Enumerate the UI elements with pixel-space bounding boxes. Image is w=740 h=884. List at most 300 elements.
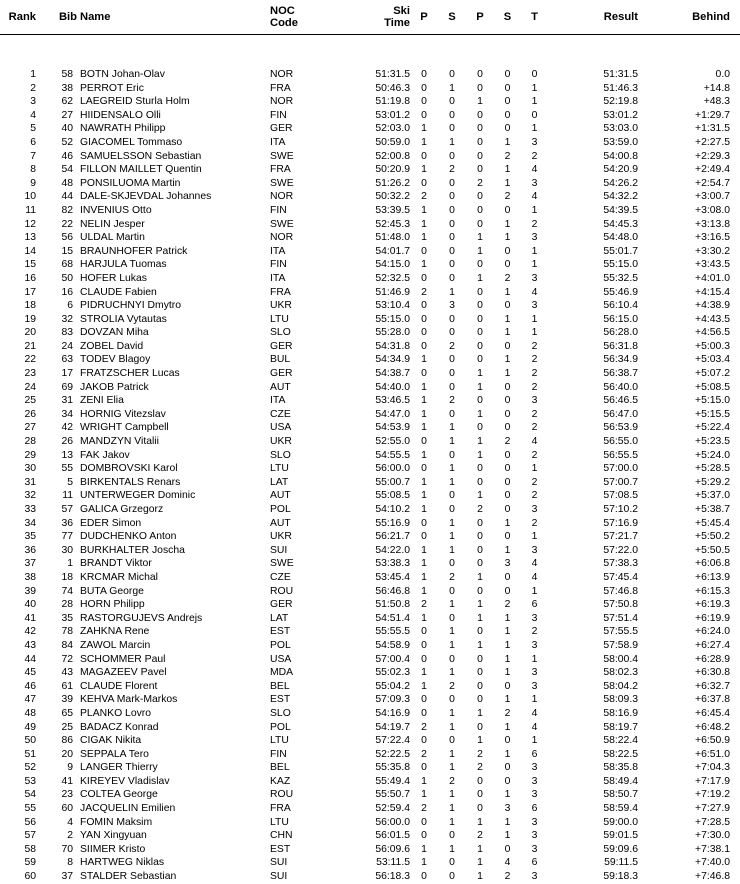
cell-prone-1: 1 [421, 123, 427, 135]
cell-total: 3 [531, 667, 538, 679]
cell-ski-time: 54:47.0 [375, 408, 410, 420]
cell-bib: 62 [61, 96, 73, 108]
cell-prone-1: 0 [421, 327, 427, 339]
cell-total: 3 [531, 843, 538, 855]
cell-result: 57:55.5 [603, 626, 638, 638]
cell-standing-1: 1 [449, 82, 455, 94]
cell-ski-time: 53:01.2 [375, 109, 410, 121]
cell-name: ZAWOL Marcin [80, 639, 151, 651]
cell-result: 53:03.0 [603, 123, 638, 135]
cell-prone-1: 0 [421, 96, 427, 108]
table-row [0, 530, 740, 544]
table-row [0, 109, 740, 123]
cell-result: 58:09.3 [603, 694, 638, 706]
cell-name: GALICA Grzegorz [80, 504, 164, 515]
cell-name: BUTA George [80, 585, 144, 597]
cell-rank: 23 [24, 368, 36, 380]
table-row [0, 775, 740, 789]
cell-name: DUDCHENKO Anton [80, 531, 177, 543]
cell-name: FOMIN Maksim [80, 816, 153, 828]
cell-bib: 54 [61, 164, 73, 176]
table-row [0, 231, 740, 245]
cell-rank: 33 [24, 504, 36, 515]
cell-standing-1: 0 [449, 123, 455, 135]
cell-prone-2: 0 [477, 204, 483, 216]
cell-noc: SLO [270, 449, 291, 461]
cell-rank: 20 [24, 327, 36, 339]
cell-ski-time: 54:38.7 [375, 368, 410, 380]
cell-name: GIACOMEL Tommaso [80, 136, 183, 148]
cell-bib: 58 [61, 69, 73, 80]
cell-standing-1: 2 [449, 775, 455, 787]
table-row [0, 449, 740, 463]
cell-standing-2: 0 [504, 395, 511, 407]
table-row [0, 585, 740, 599]
cell-total: 0 [531, 109, 538, 121]
cell-ski-time: 53:39.5 [375, 204, 410, 216]
cell-rank: 46 [24, 680, 36, 692]
cell-standing-1: 0 [449, 313, 455, 325]
cell-bib: 41 [61, 775, 73, 787]
table-row [0, 326, 740, 340]
cell-total: 1 [531, 694, 538, 706]
cell-prone-1: 1 [421, 381, 427, 393]
cell-ski-time: 55:00.7 [375, 476, 410, 488]
cell-rank: 32 [24, 490, 36, 502]
cell-rank: 48 [24, 707, 36, 719]
cell-prone-1: 1 [421, 476, 427, 488]
cell-total: 1 [531, 653, 538, 665]
cell-standing-1: 0 [449, 204, 455, 216]
cell-noc: EST [270, 626, 291, 638]
cell-name: ULDAL Martin [80, 232, 145, 244]
table-row [0, 218, 740, 232]
cell-prone-2: 1 [477, 449, 483, 461]
table-row [0, 653, 740, 667]
cell-standing-2: 2 [504, 436, 511, 448]
cell-ski-time: 55:04.2 [375, 680, 410, 692]
cell-prone-2: 0 [477, 191, 483, 203]
cell-ski-time: 51:31.5 [375, 69, 410, 80]
cell-behind: +3:08.0 [695, 204, 730, 216]
table-row [0, 829, 740, 843]
cell-total: 3 [531, 395, 538, 407]
cell-result: 57:51.4 [603, 612, 638, 624]
cell-behind: +3:43.5 [695, 259, 730, 271]
cell-standing-2: 2 [504, 150, 511, 162]
table-row [0, 843, 740, 857]
cell-rank: 17 [24, 286, 36, 298]
cell-rank: 59 [24, 857, 36, 869]
cell-noc: NOR [270, 96, 294, 108]
cell-prone-1: 0 [421, 436, 427, 448]
cell-prone-1: 1 [421, 775, 427, 787]
cell-standing-1: 0 [449, 354, 455, 366]
cell-result: 59:18.3 [603, 871, 638, 883]
cell-standing-2: 0 [504, 449, 511, 461]
cell-behind: +7:40.0 [695, 857, 730, 869]
table-row [0, 544, 740, 558]
cell-rank: 3 [30, 96, 36, 108]
cell-behind: +7:46.8 [695, 871, 730, 883]
cell-rank: 10 [24, 191, 36, 203]
cell-name: CIGAK Nikita [80, 735, 142, 747]
cell-prone-1: 1 [421, 667, 427, 679]
cell-name: FILLON MAILLET Quentin [80, 164, 202, 176]
cell-prone-1: 1 [421, 612, 427, 624]
cell-prone-1: 0 [421, 830, 427, 842]
cell-result: 57:21.7 [603, 531, 638, 543]
cell-rank: 54 [24, 789, 36, 801]
cell-rank: 56 [24, 816, 36, 828]
cell-behind: +4:56.5 [695, 327, 730, 339]
cell-standing-1: 1 [449, 531, 455, 543]
cell-behind: +7:38.1 [695, 843, 730, 855]
cell-ski-time: 54:15.0 [375, 259, 410, 271]
cell-prone-2: 0 [477, 517, 483, 529]
cell-ski-time: 54:19.7 [375, 721, 410, 733]
table-row [0, 788, 740, 802]
cell-noc: AUT [270, 381, 291, 393]
cell-ski-time: 53:38.3 [375, 558, 410, 570]
cell-behind: +5:24.0 [695, 449, 730, 461]
cell-noc: ITA [270, 245, 286, 257]
cell-prone-2: 0 [477, 803, 483, 815]
cell-prone-2: 2 [477, 177, 483, 189]
cell-prone-1: 0 [421, 735, 427, 747]
cell-prone-1: 1 [421, 449, 427, 461]
cell-bib: 16 [61, 286, 73, 298]
table-row [0, 761, 740, 775]
cell-prone-2: 0 [477, 164, 483, 176]
cell-rank: 11 [25, 204, 36, 216]
header-rank: Rank [8, 10, 36, 23]
cell-bib: 44 [61, 191, 73, 203]
cell-prone-2: 0 [477, 395, 483, 407]
cell-total: 2 [531, 368, 538, 380]
cell-result: 55:15.0 [603, 259, 638, 271]
cell-ski-time: 54:10.2 [375, 504, 410, 515]
cell-total: 3 [531, 504, 538, 515]
cell-behind: +6:30.8 [695, 667, 730, 679]
table-row [0, 462, 740, 476]
cell-prone-2: 0 [477, 259, 483, 271]
table-row [0, 82, 740, 96]
cell-result: 58:49.4 [603, 775, 638, 787]
cell-name: NAWRATH Philipp [80, 123, 166, 135]
cell-noc: SLO [270, 707, 291, 719]
cell-bib: 36 [61, 517, 73, 529]
table-row [0, 707, 740, 721]
cell-standing-2: 1 [504, 667, 511, 679]
cell-name: BRANDT Viktor [80, 558, 152, 570]
cell-prone-1: 1 [421, 395, 427, 407]
cell-standing-1: 0 [449, 69, 455, 80]
cell-prone-1: 2 [421, 748, 427, 760]
cell-ski-time: 56:21.7 [375, 531, 410, 543]
cell-bib: 22 [61, 218, 73, 230]
cell-noc: UKR [270, 300, 292, 312]
cell-standing-1: 1 [449, 762, 455, 774]
cell-prone-1: 1 [421, 408, 427, 420]
cell-prone-1: 1 [421, 544, 427, 556]
cell-standing-2: 0 [504, 463, 511, 475]
cell-ski-time: 55:15.0 [375, 313, 410, 325]
cell-bib: 18 [61, 571, 73, 583]
table-row [0, 476, 740, 490]
cell-behind: +6:48.2 [695, 721, 730, 733]
cell-bib: 1 [67, 558, 73, 570]
cell-name: CLAUDE Florent [80, 680, 158, 692]
cell-prone-1: 0 [421, 762, 427, 774]
cell-name: WRIGHT Campbell [80, 422, 169, 434]
cell-noc: SWE [270, 218, 294, 230]
cell-name: INVENIUS Otto [80, 204, 152, 216]
cell-prone-2: 0 [477, 123, 483, 135]
cell-name: HORN Philipp [80, 599, 145, 611]
cell-prone-2: 1 [477, 639, 483, 651]
cell-ski-time: 53:10.4 [375, 300, 410, 312]
cell-prone-2: 1 [477, 707, 483, 719]
cell-noc: SLO [270, 327, 291, 339]
cell-rank: 9 [30, 177, 36, 189]
cell-bib: 56 [61, 232, 73, 244]
cell-total: 4 [531, 707, 538, 719]
cell-ski-time: 54:01.7 [375, 245, 410, 257]
cell-prone-2: 1 [477, 96, 483, 108]
cell-behind: +5:37.0 [695, 490, 730, 502]
cell-total: 2 [531, 150, 538, 162]
cell-total: 1 [531, 463, 538, 475]
cell-behind: +5:22.4 [695, 422, 730, 434]
cell-result: 53:01.2 [603, 109, 638, 121]
cell-prone-2: 0 [477, 667, 483, 679]
cell-result: 57:10.2 [603, 504, 638, 515]
cell-result: 59:00.0 [603, 816, 638, 828]
cell-bib: 86 [61, 735, 73, 747]
cell-behind: +5:23.5 [695, 436, 730, 448]
cell-bib: 26 [61, 436, 73, 448]
cell-total: 3 [531, 871, 538, 883]
cell-result: 58:04.2 [603, 680, 638, 692]
cell-behind: +3:13.8 [695, 218, 730, 230]
cell-result: 57:08.5 [603, 490, 638, 502]
cell-behind: +7:28.5 [695, 816, 730, 828]
cell-bib: 8 [67, 857, 73, 869]
cell-behind: +7:19.2 [695, 789, 730, 801]
table-row [0, 122, 740, 136]
cell-name: HARTWEG Niklas [80, 857, 165, 869]
cell-prone-2: 2 [477, 748, 483, 760]
cell-rank: 52 [24, 762, 36, 774]
cell-standing-1: 0 [449, 504, 455, 515]
cell-result: 57:45.4 [603, 571, 638, 583]
cell-noc: LTU [270, 463, 289, 475]
table-row [0, 421, 740, 435]
cell-bib: 78 [61, 626, 73, 638]
cell-result: 51:31.5 [603, 69, 638, 80]
cell-name: HARJULA Tuomas [80, 259, 167, 271]
cell-total: 3 [531, 762, 538, 774]
cell-standing-1: 0 [449, 612, 455, 624]
cell-name: KEHVA Mark-Markos [80, 694, 178, 706]
cell-prone-2: 2 [477, 830, 483, 842]
cell-ski-time: 50:20.9 [375, 164, 410, 176]
cell-name: PLANKO Lovro [80, 707, 152, 719]
cell-prone-1: 0 [421, 300, 427, 312]
cell-ski-time: 56:00.0 [375, 816, 410, 828]
cell-standing-2: 0 [504, 762, 511, 774]
cell-standing-2: 0 [504, 490, 511, 502]
cell-rank: 28 [24, 436, 36, 448]
cell-standing-2: 0 [504, 735, 511, 747]
cell-prone-1: 0 [421, 531, 427, 543]
cell-prone-2: 0 [477, 150, 483, 162]
cell-noc: KAZ [270, 775, 291, 787]
cell-standing-2: 0 [504, 82, 511, 94]
cell-ski-time: 52:59.4 [375, 803, 410, 815]
cell-prone-1: 1 [421, 843, 427, 855]
cell-behind: +6:51.0 [695, 748, 730, 760]
cell-standing-2: 2 [504, 272, 511, 284]
cell-prone-2: 0 [477, 327, 483, 339]
table-row [0, 870, 740, 884]
cell-noc: LAT [270, 476, 289, 488]
cell-result: 56:53.9 [603, 422, 638, 434]
cell-bib: 46 [61, 150, 73, 162]
cell-result: 58:19.7 [603, 721, 638, 733]
cell-total: 6 [531, 803, 538, 815]
cell-result: 56:15.0 [603, 313, 638, 325]
cell-rank: 58 [24, 843, 36, 855]
cell-ski-time: 57:09.3 [375, 694, 410, 706]
table-row [0, 68, 740, 82]
cell-rank: 19 [24, 313, 36, 325]
cell-standing-1: 3 [449, 300, 455, 312]
table-row [0, 734, 740, 748]
cell-standing-2: 0 [504, 69, 511, 80]
cell-total: 3 [531, 232, 538, 244]
cell-standing-1: 1 [449, 667, 455, 679]
cell-name: PONSILUOMA Martin [80, 177, 181, 189]
cell-behind: +7:30.0 [695, 830, 730, 842]
cell-ski-time: 51:19.8 [375, 96, 410, 108]
cell-prone-1: 0 [421, 82, 427, 94]
cell-behind: +6:37.8 [695, 694, 730, 706]
cell-bib: 11 [62, 490, 73, 502]
cell-ski-time: 52:55.0 [375, 436, 410, 448]
cell-behind: +5:03.4 [695, 354, 730, 366]
cell-ski-time: 54:53.9 [375, 422, 410, 434]
cell-behind: +3:00.7 [695, 191, 730, 203]
cell-bib: 25 [61, 721, 73, 733]
cell-result: 55:01.7 [603, 245, 638, 257]
cell-result: 59:09.6 [603, 843, 638, 855]
cell-rank: 4 [30, 109, 36, 121]
cell-total: 2 [531, 626, 538, 638]
cell-name: KRCMAR Michal [80, 571, 158, 583]
cell-prone-2: 1 [477, 857, 483, 869]
cell-bib: 30 [61, 544, 73, 556]
cell-standing-2: 1 [504, 313, 511, 325]
cell-standing-2: 1 [504, 164, 511, 176]
cell-bib: 40 [61, 123, 73, 135]
cell-behind: +5:28.5 [695, 463, 730, 475]
cell-bib: 72 [61, 653, 73, 665]
header-ski-time-line1: Ski [393, 4, 410, 17]
cell-prone-2: 0 [477, 422, 483, 434]
table-row [0, 856, 740, 870]
cell-noc: LTU [270, 735, 289, 747]
cell-noc: UKR [270, 531, 292, 543]
table-row [0, 381, 740, 395]
cell-ski-time: 54:51.4 [375, 612, 410, 624]
cell-standing-2: 0 [504, 96, 511, 108]
cell-standing-1: 1 [449, 816, 455, 828]
cell-behind: +2:29.3 [695, 150, 730, 162]
cell-standing-2: 0 [504, 340, 511, 352]
cell-standing-1: 0 [449, 150, 455, 162]
cell-bib: 57 [61, 504, 73, 515]
cell-ski-time: 57:00.4 [375, 653, 410, 665]
cell-standing-1: 1 [449, 803, 455, 815]
cell-result: 56:55.5 [603, 449, 638, 461]
cell-name: KIREYEV Vladislav [80, 775, 170, 787]
cell-standing-1: 0 [449, 96, 455, 108]
cell-bib: 13 [61, 449, 73, 461]
cell-noc: CHN [270, 830, 293, 842]
cell-noc: GER [270, 368, 293, 380]
cell-standing-2: 1 [504, 626, 511, 638]
cell-standing-1: 1 [449, 707, 455, 719]
cell-prone-1: 0 [421, 69, 427, 80]
cell-name: BRAUNHOFER Patrick [80, 245, 188, 257]
cell-standing-1: 1 [449, 721, 455, 733]
cell-bib: 32 [61, 313, 73, 325]
cell-name: LANGER Thierry [80, 762, 158, 774]
cell-prone-2: 0 [477, 544, 483, 556]
cell-result: 54:26.2 [603, 177, 638, 189]
cell-name: EDER Simon [80, 517, 142, 529]
cell-prone-2: 0 [477, 680, 483, 692]
cell-ski-time: 52:03.0 [375, 123, 410, 135]
cell-name: ZOBEL David [80, 340, 144, 352]
table-row [0, 163, 740, 177]
cell-total: 3 [531, 816, 538, 828]
cell-standing-2: 1 [504, 286, 511, 298]
cell-noc: FRA [270, 286, 291, 298]
header-behind: Behind [692, 10, 730, 23]
cell-prone-2: 0 [477, 136, 483, 148]
cell-standing-1: 0 [449, 585, 455, 597]
cell-prone-1: 2 [421, 286, 427, 298]
cell-rank: 49 [24, 721, 36, 733]
cell-prone-2: 1 [477, 408, 483, 420]
cell-prone-2: 0 [477, 626, 483, 638]
cell-standing-2: 2 [504, 191, 511, 203]
cell-bib: 9 [67, 762, 73, 774]
table-row [0, 680, 740, 694]
cell-bib: 61 [61, 680, 73, 692]
cell-ski-time: 51:46.9 [375, 286, 410, 298]
cell-noc: LTU [270, 816, 289, 828]
cell-prone-1: 0 [421, 639, 427, 651]
cell-prone-1: 1 [421, 422, 427, 434]
cell-behind: +6:13.9 [695, 571, 730, 583]
cell-rank: 43 [24, 639, 36, 651]
cell-prone-1: 0 [421, 463, 427, 475]
cell-total: 1 [531, 204, 538, 216]
